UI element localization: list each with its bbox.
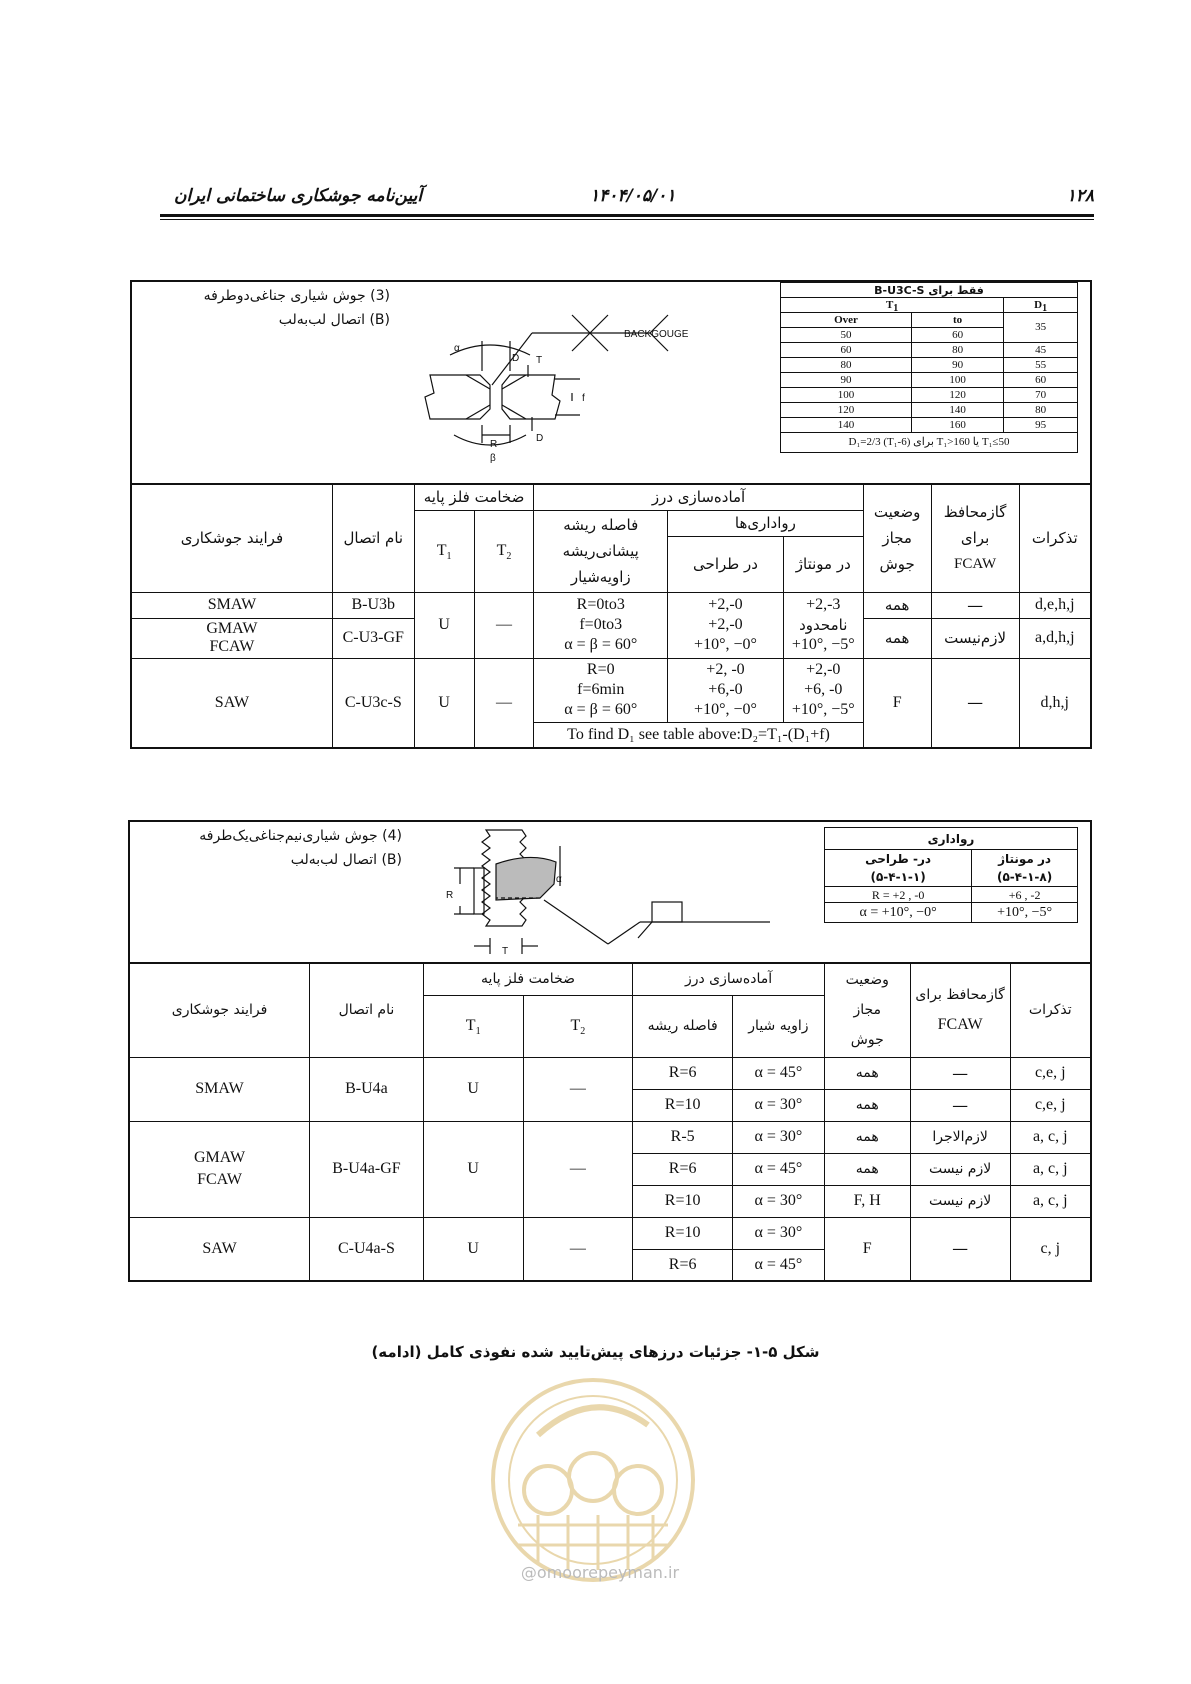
table-cell-notes: a, c, j — [1010, 1185, 1091, 1217]
col-header-base-thickness: ضخامت فلز پایه — [423, 963, 632, 995]
single-bevel-groove-diagram — [430, 826, 790, 961]
table-cell-prep: R=0to3 f=0to3 α = β = 60° — [534, 592, 668, 658]
col-header-base-thickness: ضخامت فلز پایه — [414, 484, 534, 510]
table-cell-process: SMAW — [131, 592, 332, 618]
table-cell-position: همه — [824, 1121, 910, 1153]
part4-caption-line2: (B) اتصال لب‌به‌لب — [290, 852, 402, 868]
d1-table-cell: 120 — [781, 403, 912, 418]
tolerance-as-detailed: در- طراحی (۵-۴-۱-۱) — [825, 850, 972, 887]
col-header-groove-prep: آماده‌سازی درز — [633, 963, 825, 995]
t1-label: T — [502, 946, 509, 957]
tolerance-alpha-design: α = +10°, −0° — [825, 903, 972, 923]
d1-table-cell: 55 — [1004, 358, 1078, 373]
d1-table-cell: 90 — [781, 373, 912, 388]
r-label: R — [446, 890, 454, 901]
d1-table-cell: 100 — [781, 388, 912, 403]
table-cell-prep: R=0 f=6min α = β = 60° — [534, 658, 668, 722]
col-header-shielding-gas: گازمحافظ برای FCAW — [910, 963, 1010, 1057]
watermark-seal-icon — [478, 1365, 708, 1595]
d1-table-cell: 80 — [1004, 403, 1078, 418]
table-cell-root-gap: R=6 — [633, 1057, 733, 1089]
table-cell-root-gap: R=10 — [633, 1185, 733, 1217]
part3-table — [130, 483, 1092, 749]
d1-table-cell: 60 — [911, 328, 1003, 343]
d1-table-col-d1: D1 — [1004, 298, 1078, 313]
d1-table-cell: 95 — [1004, 418, 1078, 433]
table-cell-gas: — — [910, 1057, 1010, 1089]
tolerance-r-fitup: +6 , -2 — [972, 887, 1078, 903]
table-cell-groove-angle: α = 30° — [733, 1089, 825, 1121]
table-cell-joint: C-U4a-S — [310, 1217, 424, 1281]
part3-caption — [140, 284, 390, 332]
part3-caption-line1: (3) جوش شیاری جناغی‌دوطرفه — [203, 288, 390, 304]
table-cell-joint: C-U3c-S — [332, 658, 414, 748]
beta-label: β — [490, 453, 496, 464]
col-header-joint: نام اتصال — [332, 484, 414, 592]
col-header-groove-angle: زاویه شیار — [733, 995, 825, 1057]
table-cell-position: همه — [863, 618, 931, 658]
col-header-shielding-gas: گازمحافظ برای FCAW — [931, 484, 1019, 592]
table-cell-notes: a,d,h,j — [1019, 618, 1091, 658]
header-title: آیین‌نامه جوشکاری ساختمانی ایران — [174, 186, 423, 206]
table-cell-gas: لازم نیست — [910, 1153, 1010, 1185]
table-cell-position: همه — [824, 1153, 910, 1185]
table-cell-gas: لازم‌نیست — [931, 618, 1019, 658]
alpha-label: α — [454, 343, 460, 354]
table-cell-notes: d,e,h,j — [1019, 592, 1091, 618]
col-header-as-fitup: در مونتاژ — [783, 536, 863, 592]
col-header-notes: تذکرات — [1010, 963, 1091, 1057]
table-cell-as-fitup: +2,-3 نامحدود +10°, −5° — [783, 592, 863, 658]
col-header-as-detailed: در طراحی — [668, 536, 784, 592]
table-cell-t1: U — [423, 1057, 523, 1121]
d1-table-col-t1: T1 — [781, 298, 1004, 313]
d1-table-over: Over — [781, 313, 912, 328]
col-header-position: وضعیت مجاز جوش — [824, 963, 910, 1057]
table-cell-root-gap: R-5 — [633, 1121, 733, 1153]
table-cell-as-fitup: +2,-0 +6, -0 +10°, −5° — [783, 658, 863, 722]
table-cell-t2: — — [523, 1217, 633, 1281]
table-cell-t2: — — [523, 1121, 633, 1217]
page-header — [160, 186, 1094, 216]
table-cell-position: همه — [863, 592, 931, 618]
table-cell-t2: — — [474, 658, 534, 748]
d1-table-cell: 45 — [1004, 343, 1078, 358]
table-cell-notes: c,e, j — [1010, 1089, 1091, 1121]
d1-table-cell: 80 — [781, 358, 912, 373]
table-cell-t2: — — [523, 1057, 633, 1121]
table-cell-root-gap: R=6 — [633, 1249, 733, 1281]
header-rule-thick — [160, 214, 1094, 217]
col-header-groove-prep: آماده‌سازی درز — [534, 484, 863, 510]
double-v-groove-diagram — [420, 305, 760, 465]
f-label: f — [582, 393, 585, 404]
table-footnote: To find D₁ see table above:D₂=T₁-(D₁+f) — [534, 722, 863, 748]
table-cell-groove-angle: α = 30° — [733, 1217, 825, 1249]
table-cell-groove-angle: α = 45° — [733, 1153, 825, 1185]
col-header-tolerances: رواداری‌ها — [668, 510, 864, 536]
page-number: ۱۲۸ — [1066, 186, 1094, 206]
table-cell-as-detailed: +2, -0 +6,-0 +10°, −0° — [668, 658, 784, 722]
d1-table-title: فقط برای B-U3C-S — [781, 283, 1078, 298]
col-header-joint: نام اتصال — [310, 963, 424, 1057]
alpha-label: α — [556, 874, 562, 885]
table-cell-gas: لازم‌الاجرا — [910, 1121, 1010, 1153]
table-cell-t1: U — [423, 1217, 523, 1281]
d1-table-cell: 35 — [1004, 313, 1078, 343]
header-date: ۱۴۰۴/۰۵/۰۱ — [590, 186, 676, 206]
table-cell-root-gap: R=10 — [633, 1217, 733, 1249]
d1-table-cell: 90 — [911, 358, 1003, 373]
col-header-position: وضعیت مجاز جوش — [863, 484, 931, 592]
table-cell-groove-angle: α = 30° — [733, 1185, 825, 1217]
watermark-url: @omoorepeyman.ir — [520, 1563, 680, 1582]
tolerance-r-design: R = +2 , -0 — [825, 887, 972, 903]
part4-caption-line1: (4) جوش شیاری‌نیم‌جناغی‌یک‌طرفه — [199, 828, 402, 844]
part3-caption-line2: (B) اتصال لب‌به‌لب — [278, 312, 390, 328]
d1-lookup-table — [780, 282, 1078, 453]
table-cell-t1: U — [414, 658, 474, 748]
table-cell-process: SAW — [129, 1217, 310, 1281]
table-cell-root-gap: R=10 — [633, 1089, 733, 1121]
d1-table-cell: 140 — [911, 403, 1003, 418]
backgouge-label: BACKGOUGE — [624, 329, 689, 340]
d1-table-cell: 70 — [1004, 388, 1078, 403]
r-label: R — [490, 439, 498, 450]
d1-table-cell: 50 — [781, 328, 912, 343]
table-cell-position: F — [863, 658, 931, 748]
col-header-notes: تذکرات — [1019, 484, 1091, 592]
table-cell-groove-angle: α = 30° — [733, 1121, 825, 1153]
table-cell-notes: a, c, j — [1010, 1153, 1091, 1185]
col-header-process: فرایند جوشکاری — [131, 484, 332, 592]
d1-table-cell: 160 — [911, 418, 1003, 433]
col-header-process: فرایند جوشکاری — [129, 963, 310, 1057]
header-rule-thin — [160, 219, 1094, 220]
table-cell-position: F — [824, 1217, 910, 1281]
part4-caption — [140, 824, 402, 872]
table-cell-as-detailed: +2,-0 +2,-0 +10°, −0° — [668, 592, 784, 658]
table-cell-process: SMAW — [129, 1057, 310, 1121]
col-header-root-gap: فاصله ریشه — [633, 995, 733, 1057]
t1-label: T — [536, 355, 543, 366]
table-cell-joint: B-U3b — [332, 592, 414, 618]
table-cell-gas: — — [931, 592, 1019, 618]
table-cell-notes: a, c, j — [1010, 1121, 1091, 1153]
part4-tolerance-table — [824, 827, 1078, 923]
col-header-t2: $T_2$ — [474, 510, 534, 592]
table-cell-notes: c,e, j — [1010, 1057, 1091, 1089]
table-cell-t1: U — [423, 1121, 523, 1217]
table-cell-position: همه — [824, 1057, 910, 1089]
table-cell-joint: B-U4a — [310, 1057, 424, 1121]
col-header-t2: $T_2$ — [523, 995, 633, 1057]
table-cell-groove-angle: α = 45° — [733, 1057, 825, 1089]
d1-table-cell: 120 — [911, 388, 1003, 403]
figure-caption: شکل ۵-۱- جزئیات درزهای پیش‌تایید شده نفوذی کامل (ادامه) — [371, 1343, 820, 1361]
table-cell-joint: B-U4a-GF — [310, 1121, 424, 1217]
table-cell-position: F, H — [824, 1185, 910, 1217]
col-header-t1: $T_1$ — [414, 510, 474, 592]
table-cell-gas: — — [910, 1089, 1010, 1121]
d2-label: D — [536, 433, 544, 444]
d1-table-to: to — [911, 313, 1003, 328]
tolerance-as-fitup: در مونتاژ (۵-۴-۱-۸) — [972, 850, 1078, 887]
tolerance-alpha-fitup: +10°, −5° — [972, 903, 1078, 923]
d1-table-cell: 60 — [781, 343, 912, 358]
d1-table-cell: 100 — [911, 373, 1003, 388]
table-cell-joint: C-U3-GF — [332, 618, 414, 658]
d1-label: D — [512, 353, 520, 364]
table-cell-root-gap: R=6 — [633, 1153, 733, 1185]
table-cell-gas: — — [910, 1217, 1010, 1281]
table-cell-notes: c, j — [1010, 1217, 1091, 1281]
table-cell-position: همه — [824, 1089, 910, 1121]
table-cell-gas: لازم نیست — [910, 1185, 1010, 1217]
d1-table-cell: 80 — [911, 343, 1003, 358]
tolerance-title: رواداری — [825, 828, 1078, 850]
table-cell-process: GMAW FCAW — [129, 1121, 310, 1217]
col-header-root: فاصله ریشه پیشانی‌ریشه زاویه‌شیار — [534, 510, 668, 592]
table-cell-gas: — — [931, 658, 1019, 748]
d1-table-cell: 140 — [781, 418, 912, 433]
d1-table-cell: 60 — [1004, 373, 1078, 388]
table-cell-process: SAW — [131, 658, 332, 748]
col-header-t1: $T_1$ — [423, 995, 523, 1057]
table-cell-t2: — — [474, 592, 534, 658]
table-cell-process: GMAW FCAW — [131, 618, 332, 658]
table-cell-t1: U — [414, 592, 474, 658]
table-cell-notes: d,h,j — [1019, 658, 1091, 748]
part4-table — [128, 962, 1092, 1282]
d1-table-footer: D₁=2/3 (T₁-6) برای T₁>160 یا T₁≤50 — [781, 433, 1078, 453]
table-cell-groove-angle: α = 45° — [733, 1249, 825, 1281]
